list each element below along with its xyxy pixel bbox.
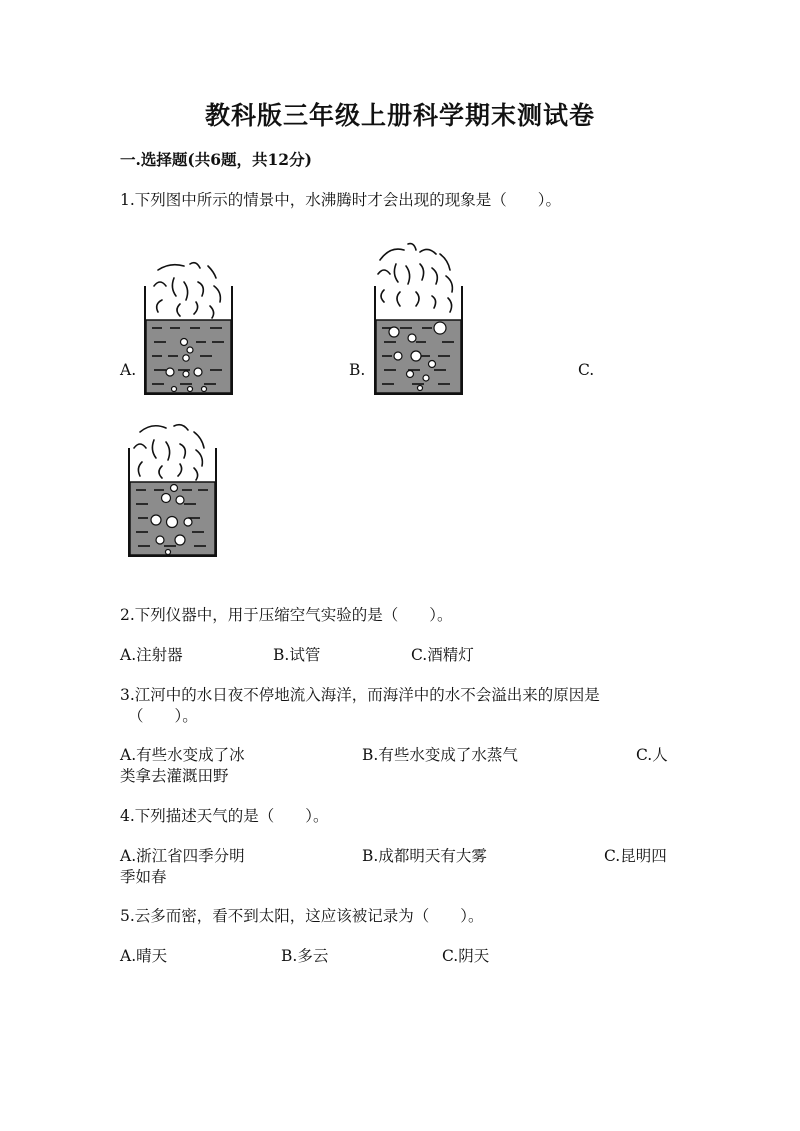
question-1-option-a[interactable]: A. — [120, 361, 137, 379]
question-4-option-c[interactable]: C.昆明四 — [604, 847, 667, 865]
beaker-rising-bubbles-icon — [370, 240, 470, 398]
question-5-option-b[interactable]: B.多云 — [281, 947, 329, 965]
question-2-option-a[interactable]: A.注射器 — [120, 646, 183, 664]
question-2-option-c[interactable]: C.酒精灯 — [411, 646, 474, 664]
question-2-stem: 2.下列仪器中，用于压缩空气实验的是（ ）。 — [120, 606, 453, 624]
question-3-stem: 3.江河中的水日夜不停地流入海洋，而海洋中的水不会溢出来的原因是 — [120, 686, 600, 704]
question-3-stem-continued: （ ）。 — [128, 707, 198, 725]
question-1-option-c[interactable]: C. — [578, 361, 595, 379]
question-4-option-b[interactable]: B.成都明天有大雾 — [362, 847, 487, 865]
question-2-option-b[interactable]: B.试管 — [273, 646, 321, 664]
question-1-option-b[interactable]: B. — [349, 361, 366, 379]
question-3-option-c[interactable]: C.人 — [636, 746, 668, 764]
section-heading: 一.选择题(共6题，共12分) — [120, 150, 312, 169]
question-4-option-c-continued: 季如春 — [120, 868, 167, 886]
page-title: 教科版三年级上册科学期末测试卷 — [204, 101, 595, 130]
question-1-stem: 1.下列图中所示的情景中，水沸腾时才会出现的现象是（ ）。 — [120, 191, 562, 209]
question-5-option-c[interactable]: C.阴天 — [442, 947, 490, 965]
question-3-option-a[interactable]: A.有些水变成了冰 — [120, 746, 245, 764]
question-3-option-b[interactable]: B.有些水变成了水蒸气 — [362, 746, 518, 764]
question-4-stem: 4.下列描述天气的是（ ）。 — [120, 807, 329, 825]
beaker-large-bubbles-icon — [124, 420, 224, 562]
question-4-option-a[interactable]: A.浙江省四季分明 — [120, 847, 245, 865]
question-5-option-a[interactable]: A.晴天 — [120, 947, 168, 965]
question-5-stem: 5.云多而密，看不到太阳，这应该被记录为（ ）。 — [120, 907, 484, 925]
question-3-option-c-continued: 类拿去灌溉田野 — [120, 767, 229, 785]
beaker-small-bubbles-icon — [140, 256, 240, 398]
